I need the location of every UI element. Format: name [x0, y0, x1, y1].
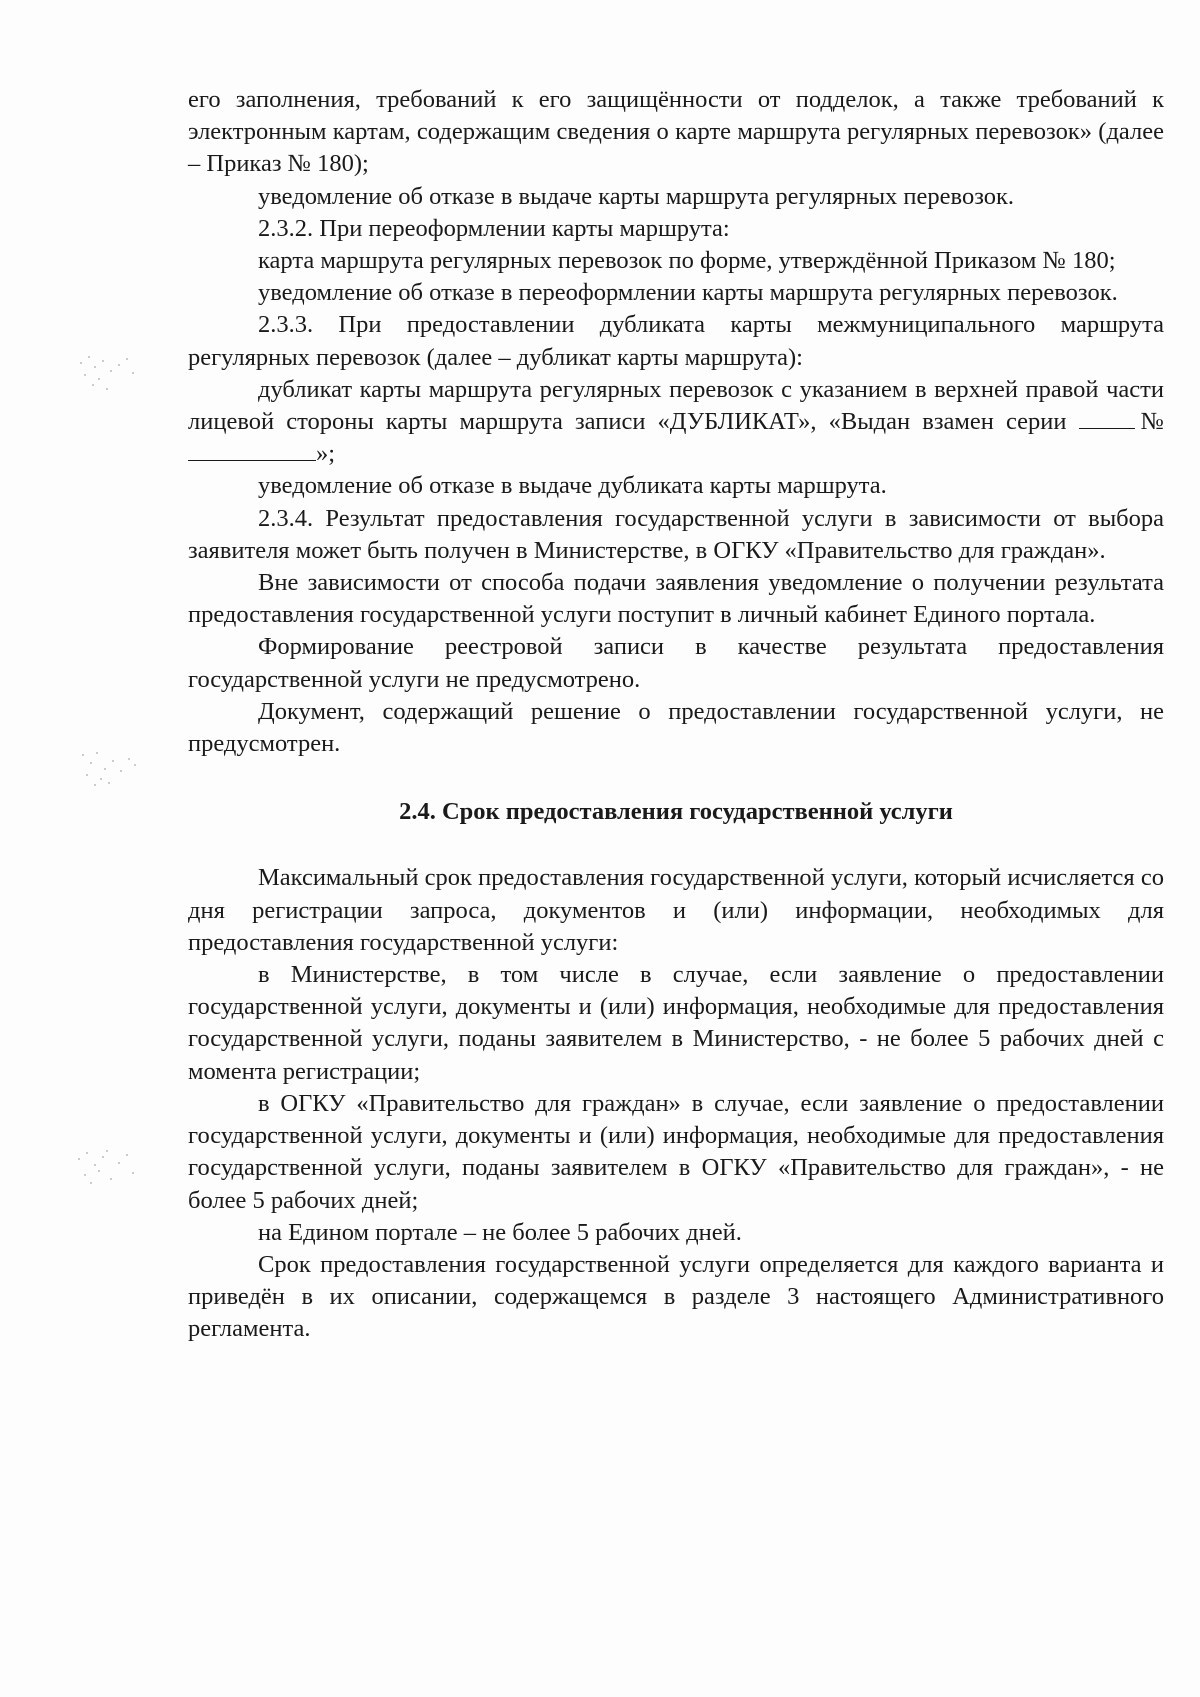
duplicate-card-text-2: №: [1134, 408, 1164, 436]
paragraph-max-term: Максимальный срок предоставления государственной услуги, который исчисляется со дня регистрации запроса, документов и (или) информации, необходимых для предоставления государственной услуги:: [188, 864, 1164, 956]
paragraph-refusal-notice-issue: уведомление об отказе в выдаче карты маршрута регулярных перевозок.: [258, 182, 1015, 210]
section-heading-2-4: 2.4. Срок предоставления государственной услуги: [399, 798, 953, 826]
scan-speckle-2: [72, 748, 144, 792]
paragraph-term-ministry: в Министерстве, в том числе в случае, если заявление о предоставлении государственной услуги, документы и (или) информация, необходимые для предоставления государственной услуги, поданы заявителем в Министерство, - не более 5 рабочих дней с момента регистрации;: [188, 961, 1164, 1085]
paragraph-duplicate-card: [188, 374, 1164, 471]
paragraph-section-2-3-2: 2.3.2. При переоформлении карты маршрута:: [258, 214, 730, 242]
paragraph-refusal-notice-duplicate: уведомление об отказе в выдаче дубликата карты маршрута.: [258, 472, 887, 500]
scan-speckle-3: [72, 1146, 144, 1190]
paragraph-section-2-3-4: 2.3.4. Результат предоставления государственной услуги в зависимости от выбора заявителя может быть получен в Министерстве, в ОГКУ «Правительство для граждан».: [188, 504, 1164, 564]
paragraph-order-reference: его заполнения, требований к его защищённости от подделок, а также требований к электронным картам, содержащим сведения о карте маршрута регулярных перевозок» (далее – Приказ № 180);: [188, 86, 1164, 178]
paragraph-route-card-form: карта маршрута регулярных перевозок по форме, утверждённой Приказом № 180;: [258, 247, 1116, 275]
paragraph-decision-document: Документ, содержащий решение о предоставлении государственной услуги, не предусмотрен.: [188, 697, 1164, 758]
paragraph-term-portal: на Едином портале – не более 5 рабочих дней.: [258, 1218, 742, 1246]
series-blank-line: [1079, 406, 1135, 429]
duplicate-card-text-1: дубликат карты маршрута регулярных перевозок с указанием в верхней правой части лицевой стороны карты маршрута записи «ДУБЛИКАТ», «Выдан взамен серии: [188, 375, 1164, 436]
paragraph-section-2-3-3: 2.3.3. При предоставлении дубликата карты межмуниципального маршрута регулярных перевозок (далее – дубликат карты маршрута):: [188, 311, 1164, 371]
number-blank-line: [188, 438, 316, 461]
paragraph-term-ogku: в ОГКУ «Правительство для граждан» в случае, если заявление о предоставлении государственной услуги, документы и (или) информация, необходимые для предоставления государственной услуги, поданы заявителем в ОГКУ «Правительство для граждан», - не более 5 рабочих дней;: [188, 1089, 1164, 1214]
paragraph-refusal-notice-reissue: уведомление об отказе в переоформлении карты маршрута регулярных перевозок.: [258, 279, 1118, 307]
paragraph-result-notification: Вне зависимости от способа подачи заявления уведомление о получении результата предоставления государственной услуги поступит в личный кабинет Единого портала.: [188, 569, 1164, 629]
duplicate-card-text-3: »;: [316, 440, 336, 468]
document-body: [188, 84, 1164, 1346]
paragraph-term-variants: Срок предоставления государственной услуги определяется для каждого варианта и приведён в их описании, содержащемся в разделе 3 настоящего Административного регламента.: [188, 1250, 1164, 1343]
scan-speckle-1: [72, 352, 144, 396]
paragraph-registry-record: Формирование реестровой записи в качестве результата предоставления государственной услуги не предусмотрено.: [188, 633, 1164, 693]
